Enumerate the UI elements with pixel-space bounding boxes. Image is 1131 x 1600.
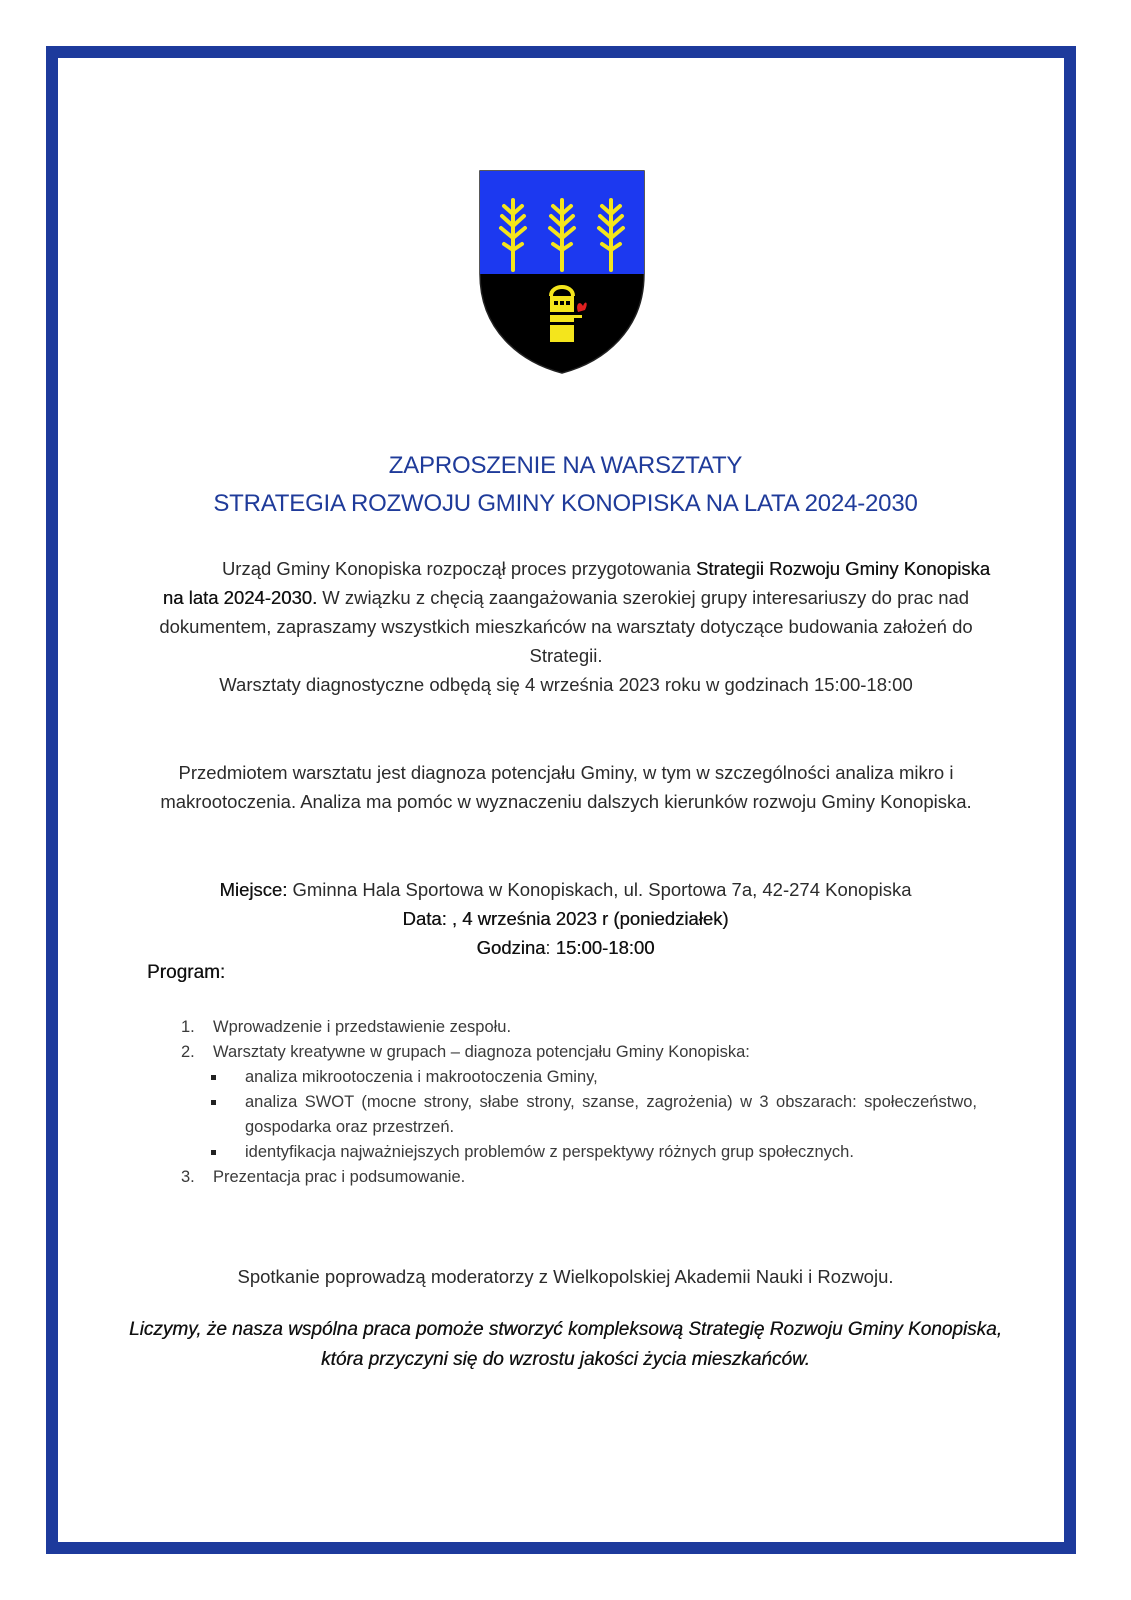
list-item [177, 1040, 977, 1065]
sub-list-item [177, 1090, 977, 1140]
intro-text-1: Urząd Gminy Konopiska rozpoczął proces przygotowania [221, 558, 696, 579]
strategy-title: STRATEGIA ROZWOJU GMINY KONOPISKA NA LATA 2024-2030 [213, 490, 918, 517]
bullet-icon [211, 1100, 216, 1105]
date-value: , 4 września 2023 r (poniedziałek) [446, 908, 729, 929]
item-text: Prezentacja prac i podsumowanie. [213, 1168, 466, 1186]
date-line [80, 904, 1051, 933]
item-text: Wprowadzenie i przedstawienie zespołu. [213, 1018, 512, 1036]
subject-paragraph: Przedmiotem warsztatu jest diagnoza potencjału Gminy, w tym w szczególności analiza mikro i makrootoczenia. Analiza ma pomóc w wyznaczeniu dalszych kierunków rozwoju Gminy Konopiska. [160, 762, 972, 812]
item-number: 1. [181, 1018, 195, 1036]
workshop-date-sentence: Warsztaty diagnostyczne odbędą się 4 września 2023 roku w godzinach 15:00-18:00 [219, 674, 913, 695]
sub-item-text: identyfikacja najważniejszych problemów z perspektywy różnych grup społecznych. [245, 1143, 854, 1161]
place-value: Gminna Hala Sportowa w Konopiskach, ul. Sportowa 7a, 42-274 Konopiska [287, 879, 912, 900]
intro-text-2: W związku z chęcią zaangażowania szerokiej grupy interesariuszy do prac nad dokumentem, zapraszamy wszystkich mieszkańców na warsztaty dotyczące budowania założeń do Strategii. [159, 587, 973, 666]
closing-sentence: Liczymy, że nasza wspólna praca pomoże stworzyć kompleksową Strategię Rozwoju Gminy Konopiska, która przyczyni się do wzrostu jakości życia mieszkańców. [129, 1319, 1002, 1370]
intro-paragraph [140, 554, 992, 670]
moderators-sentence: Spotkanie poprowadzą moderatorzy z Wielkopolskiej Akademii Nauki i Rozwoju. [237, 1266, 894, 1287]
hour-line [80, 933, 1051, 962]
place-label: Miejsce: [219, 879, 288, 900]
program-list [177, 1015, 977, 1190]
sub-list-item [177, 1065, 977, 1090]
item-number: 2. [181, 1043, 195, 1061]
bullet-icon [211, 1075, 216, 1080]
invitation-title: ZAPROSZENIE NA WARSZTATY [388, 452, 743, 479]
hour-label: Godzina [476, 937, 546, 958]
hour-separator: : [545, 937, 556, 958]
list-item [177, 1165, 977, 1190]
hour-value: 15:00-18:00 [555, 937, 655, 958]
list-item [177, 1015, 977, 1040]
place-line [80, 875, 1051, 904]
coat-of-arms-icon [479, 170, 645, 374]
sub-list-item [177, 1140, 977, 1165]
sub-item-text: analiza mikrootoczenia i makrootoczenia Gminy, [245, 1068, 598, 1086]
item-text: Warsztaty kreatywne w grupach – diagnoza potencjału Gminy Konopiska: [213, 1043, 750, 1061]
sub-item-text: analiza SWOT (mocne strony, słabe strony, szanse, zagrożenia) w 3 obszarach: społeczeństwo, gospodarka oraz przestrzeń. [245, 1093, 977, 1136]
date-label: Data: [402, 908, 447, 929]
program-label: Program: [147, 962, 226, 983]
bullet-icon [211, 1150, 216, 1155]
item-number: 3. [181, 1168, 195, 1186]
intro-strategy-name: Strategii Rozwoju Gminy Konopiska na lata 2024-2030. [162, 558, 991, 608]
